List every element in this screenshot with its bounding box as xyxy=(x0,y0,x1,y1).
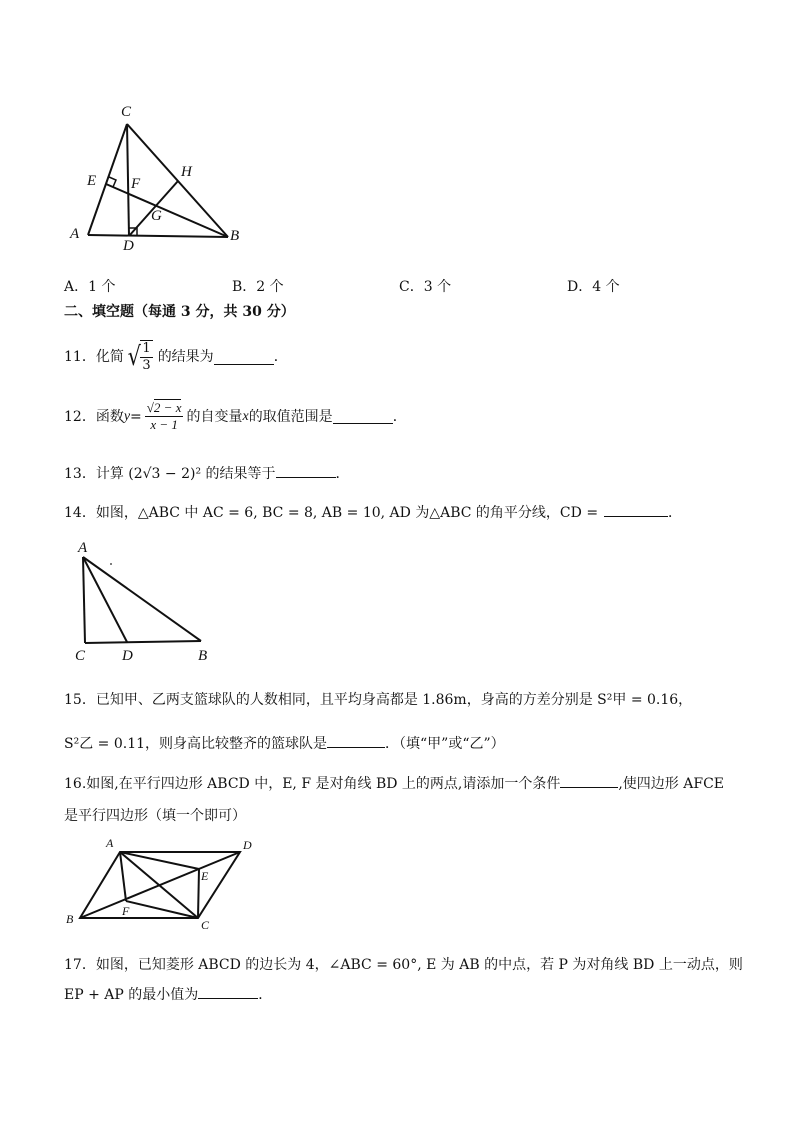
question-17-line-1: 17．如图，已知菱形 ABCD 的边长为 4，∠ABC = 60°, E 为 AB 的中点，若 P 为对角线 BD 上一动点，则 xyxy=(64,957,743,973)
q12-suffix: 的自变量 xyxy=(186,408,243,425)
q17-answer-blank[interactable] xyxy=(198,984,258,999)
label-c: C xyxy=(121,104,132,120)
label-e: E xyxy=(87,173,97,189)
q13-expression: (2√3 − 2)² xyxy=(128,466,202,482)
option-b-letter: B． xyxy=(232,279,257,295)
q17-text-a: EP + AP 的最小值为 xyxy=(64,987,199,1003)
segment-ae xyxy=(120,852,199,869)
q12-suffix-2: 的取值范围是 xyxy=(248,408,333,425)
q13-end: ． xyxy=(335,466,350,482)
option-a-letter: A． xyxy=(64,279,89,295)
q13-prefix: 13．计算 xyxy=(64,466,129,482)
segment-af xyxy=(120,852,126,901)
q12-prefix: 12．函数 xyxy=(64,408,124,425)
q12-y: y xyxy=(123,408,131,424)
q15-text-a: S²乙 = 0.11，则身高比较整齐的篮球队是 xyxy=(64,736,328,752)
option-a-text: 1 个 xyxy=(88,279,116,295)
q14-end: ． xyxy=(668,505,683,521)
option-d-letter: D． xyxy=(567,279,593,295)
question-17-line-2 xyxy=(64,984,272,1004)
question-15-line-1: 15．已知甲、乙两支篮球队的人数相同，且平均身高都是 1.86m，身高的方差分别是 S²甲 = 0.16， xyxy=(64,692,693,708)
q12-numerator-radicand: 2 − x xyxy=(153,400,182,415)
q16-text-b: ,使四边形 AFCE xyxy=(618,776,725,792)
q15-text-b: ．（填“甲”或“乙”） xyxy=(385,736,505,752)
q12-eq: = xyxy=(130,408,142,425)
q17-text-b: ． xyxy=(258,987,273,1003)
q12-x: x xyxy=(242,408,249,424)
q12-denominator: x − 1 xyxy=(150,417,178,432)
option-d-text: 4 个 xyxy=(592,279,620,295)
option-c-letter: C． xyxy=(399,279,424,295)
label-c-2: C xyxy=(75,648,86,664)
label-d-3: D xyxy=(243,838,252,852)
label-a-2: A xyxy=(78,540,88,556)
label-b-3: B xyxy=(66,912,74,926)
label-e-3: E xyxy=(201,869,209,883)
label-a-3: A xyxy=(106,836,114,850)
q11-numerator: 1 xyxy=(142,341,151,356)
label-b: B xyxy=(230,228,240,244)
q11-prefix: 11．化简 xyxy=(64,349,124,365)
label-c-3: C xyxy=(201,918,210,932)
q11-denominator: 3 xyxy=(142,358,151,373)
question-16-line-2: 是平行四边形（填一个即可） xyxy=(64,808,246,824)
option-b-text: 2 个 xyxy=(256,279,284,295)
label-g: G xyxy=(151,208,162,224)
label-a: A xyxy=(70,226,80,242)
q13-suffix: 的结果等于 xyxy=(201,466,276,482)
q14-text: 14．如图，△ABC 中 AC = 6, BC = 8, AB = 10, AD 为△ABC 的角平分线，CD = xyxy=(64,505,599,521)
option-c-text: 3 个 xyxy=(423,279,452,295)
label-d: D xyxy=(123,238,134,254)
label-f-3: F xyxy=(122,904,130,918)
label-d-2: D xyxy=(122,648,133,664)
q11-suffix: 的结果为 xyxy=(157,349,214,365)
sqrt-sign-icon: √ xyxy=(127,342,141,372)
label-b-2: B xyxy=(198,648,208,664)
q16-text-a: 16.如图,在平行四边形 ABCD 中，E, F 是对角线 BD 上的两点,请添加一个条件 xyxy=(64,776,561,792)
section-heading: 二、填空题（每通 3 分，共 30 分） xyxy=(64,304,295,320)
q12-end: ． xyxy=(392,408,407,425)
q11-end: ． xyxy=(273,349,288,365)
label-f: F xyxy=(131,176,141,192)
q12-numerator: √2 − x xyxy=(146,400,182,415)
label-h: H xyxy=(181,164,192,180)
segment-ec xyxy=(198,869,199,918)
